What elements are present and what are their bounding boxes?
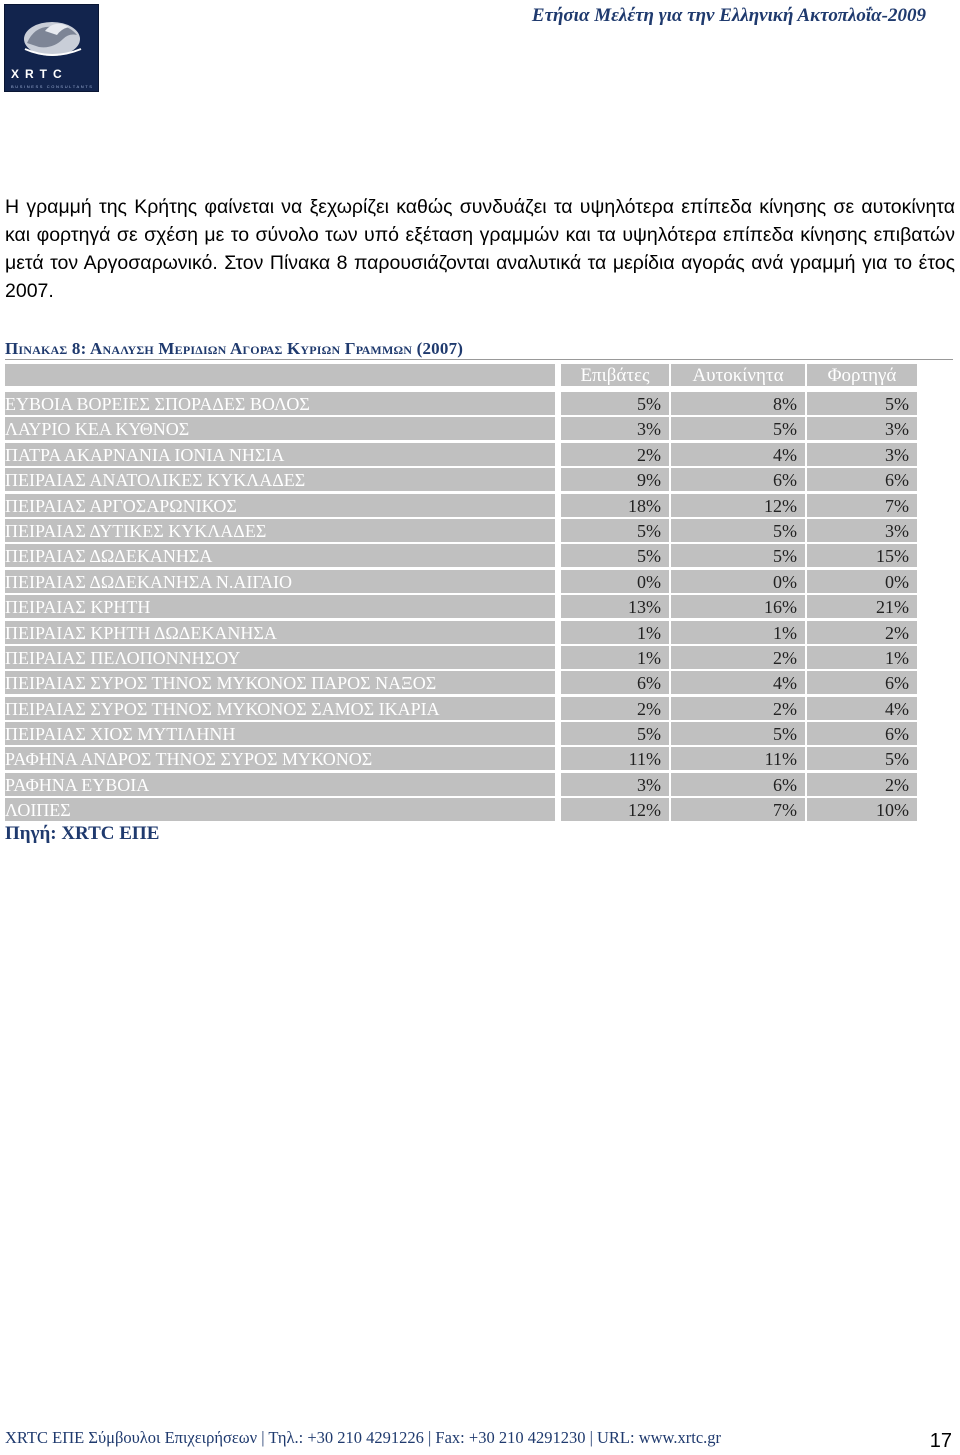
logo-emblem-icon	[5, 5, 100, 67]
trucks-share: 0%	[885, 571, 909, 592]
passengers-share: 3%	[637, 774, 661, 795]
logo-tagline: BUSINESS CONSULTANTS	[11, 84, 94, 89]
passengers-share: 13%	[628, 597, 661, 618]
column-header-trucks: Φορτηγά	[807, 364, 917, 386]
route-name: ΠΕΙΡΑΙΑΣ ΚΡΗΤΗ	[5, 595, 555, 618]
page-number: 17	[929, 1430, 952, 1452]
table-header-blank	[5, 364, 555, 386]
passengers-share: 0%	[637, 571, 661, 592]
column-header-passengers: Επιβάτες	[561, 364, 669, 386]
trucks-share: 4%	[885, 698, 909, 719]
cars-share: 8%	[773, 394, 797, 414]
trucks-share: 1%	[885, 647, 909, 668]
passengers-share: 5%	[637, 724, 661, 745]
cars-share: 5%	[773, 546, 797, 567]
cars-share: 16%	[764, 597, 797, 618]
route-name: ΡΑΦΗΝΑ ΕΥΒΟΙΑ	[5, 773, 555, 796]
cars-share: 2%	[773, 647, 797, 668]
route-name: ΛΑΥΡΙΟ ΚΕΑ ΚΥΘΝΟΣ	[5, 417, 555, 440]
passengers-share: 2%	[637, 698, 661, 719]
column-header-cars: Αυτοκίνητα	[671, 364, 805, 386]
route-name: ΠΑΤΡΑ ΑΚΑΡΝΑΝΙΑ ΙΟΝΙΑ ΝΗΣΙΑ	[5, 443, 555, 466]
trucks-share: 15%	[876, 546, 909, 567]
cars-share: 6%	[773, 470, 797, 491]
passengers-share: 5%	[637, 546, 661, 567]
page-footer: XRTC ΕΠΕ Σύμβουλοι Επιχειρήσεων | Τηλ.: +30 210 4291226 | Fax: +30 210 4291230 | URL: www.xrtc.gr	[5, 1428, 722, 1447]
route-name: ΠΕΙΡΑΙΑΣ ΣΥΡΟΣ ΤΗΝΟΣ ΜΥΚΟΝΟΣ ΠΑΡΟΣ ΝΑΞΟΣ	[5, 671, 555, 694]
route-name: ΠΕΙΡΑΙΑΣ ΔΥΤΙΚΕΣ ΚΥΚΛΑΔΕΣ	[5, 519, 555, 542]
passengers-share: 5%	[637, 520, 661, 541]
logo-brand: XRTC	[11, 67, 68, 81]
route-name: ΠΕΙΡΑΙΑΣ ΑΝΑΤΟΛΙΚΕΣ ΚΥΚΛΑΔΕΣ	[5, 468, 555, 491]
passengers-share: 1%	[637, 622, 661, 643]
cars-share: 5%	[773, 419, 797, 440]
cars-share: 7%	[773, 800, 797, 821]
route-name: ΠΕΙΡΑΙΑΣ ΑΡΓΟΣΑΡΩΝΙΚΟΣ	[5, 494, 555, 517]
trucks-share: 6%	[885, 724, 909, 745]
cars-share: 2%	[773, 698, 797, 719]
cars-share: 0%	[773, 571, 797, 592]
passengers-share: 12%	[628, 800, 661, 821]
route-name: ΛΟΙΠΕΣ	[5, 798, 555, 821]
route-name: ΠΕΙΡΑΙΑΣ ΣΥΡΟΣ ΤΗΝΟΣ ΜΥΚΟΝΟΣ ΣΑΜΟΣ ΙΚΑΡΙΑ	[5, 697, 555, 720]
passengers-share: 6%	[637, 673, 661, 694]
passengers-share: 2%	[637, 444, 661, 465]
trucks-share: 6%	[885, 673, 909, 694]
trucks-share: 3%	[885, 444, 909, 465]
trucks-share: 7%	[885, 495, 909, 516]
trucks-share: 2%	[885, 622, 909, 643]
route-name: ΠΕΙΡΑΙΑΣ ΧΙΟΣ ΜΥΤΙΛΗΝΗ	[5, 722, 555, 745]
cars-share: 4%	[773, 444, 797, 465]
trucks-share: 6%	[885, 470, 909, 491]
trucks-share: 3%	[885, 419, 909, 440]
route-name: ΠΕΙΡΑΙΑΣ ΔΩΔΕΚΑΝΗΣΑ Ν.ΑΙΓΑΙΟ	[5, 570, 555, 593]
table-source: Πηγή: XRTC ΕΠΕ	[5, 823, 160, 844]
trucks-share: 5%	[885, 394, 909, 414]
passengers-share: 3%	[637, 419, 661, 440]
passengers-share: 11%	[628, 749, 661, 770]
route-name: ΠΕΙΡΑΙΑΣ ΠΕΛΟΠΟΝΝΗΣΟΥ	[5, 646, 555, 669]
trucks-share: 3%	[885, 520, 909, 541]
route-name: ΠΕΙΡΑΙΑΣ ΔΩΔΕΚΑΝΗΣΑ	[5, 544, 555, 567]
cars-share: 4%	[773, 673, 797, 694]
cars-share: 12%	[764, 495, 797, 516]
route-name: ΠΕΙΡΑΙΑΣ ΚΡΗΤΗ ΔΩΔΕΚΑΝΗΣΑ	[5, 621, 555, 644]
intro-paragraph: Η γραμμή της Κρήτης φαίνεται να ξεχωρίζει καθώς συνδυάζει τα υψηλότερα επίπεδα κίνησης σε αυτοκίνητα και φορτηγά σε σχέση με το σύνολο των υπό εξέταση γραμμών και τα υψηλότερα επίπεδα κίνησης επιβατών μετά τον Αργοσαρωνικό. Στον Πίνακα 8 παρουσιάζονται αναλυτικά τα μερίδια αγοράς ανά γραμμή για το έτος 2007.	[5, 195, 955, 302]
table-caption: Πινακας 8: Αναλυση Μεριδιων Αγορας Κυριων Γραμμων (2007)	[5, 339, 464, 358]
caption-divider	[5, 359, 953, 360]
passengers-share: 5%	[637, 394, 661, 414]
document-header-title: Ετήσια Μελέτη για την Ελληνική Ακτοπλοΐα-2009	[531, 5, 926, 26]
cars-share: 1%	[773, 622, 797, 643]
cars-share: 11%	[764, 749, 797, 770]
passengers-share: 9%	[637, 470, 661, 491]
passengers-share: 1%	[637, 647, 661, 668]
trucks-share: 21%	[876, 597, 909, 618]
cars-share: 6%	[773, 774, 797, 795]
trucks-share: 2%	[885, 774, 909, 795]
company-logo	[4, 4, 99, 92]
trucks-share: 10%	[876, 800, 909, 821]
cars-share: 5%	[773, 520, 797, 541]
route-name: ΡΑΦΗΝΑ ΑΝΔΡΟΣ ΤΗΝΟΣ ΣΥΡΟΣ ΜΥΚΟΝΟΣ	[5, 747, 555, 770]
trucks-share: 5%	[885, 749, 909, 770]
passengers-share: 18%	[628, 495, 661, 516]
route-name: ΕΥΒΟΙΑ ΒΟΡΕΙΕΣ ΣΠΟΡΑΔΕΣ ΒΟΛΟΣ	[5, 392, 555, 415]
cars-share: 5%	[773, 724, 797, 745]
